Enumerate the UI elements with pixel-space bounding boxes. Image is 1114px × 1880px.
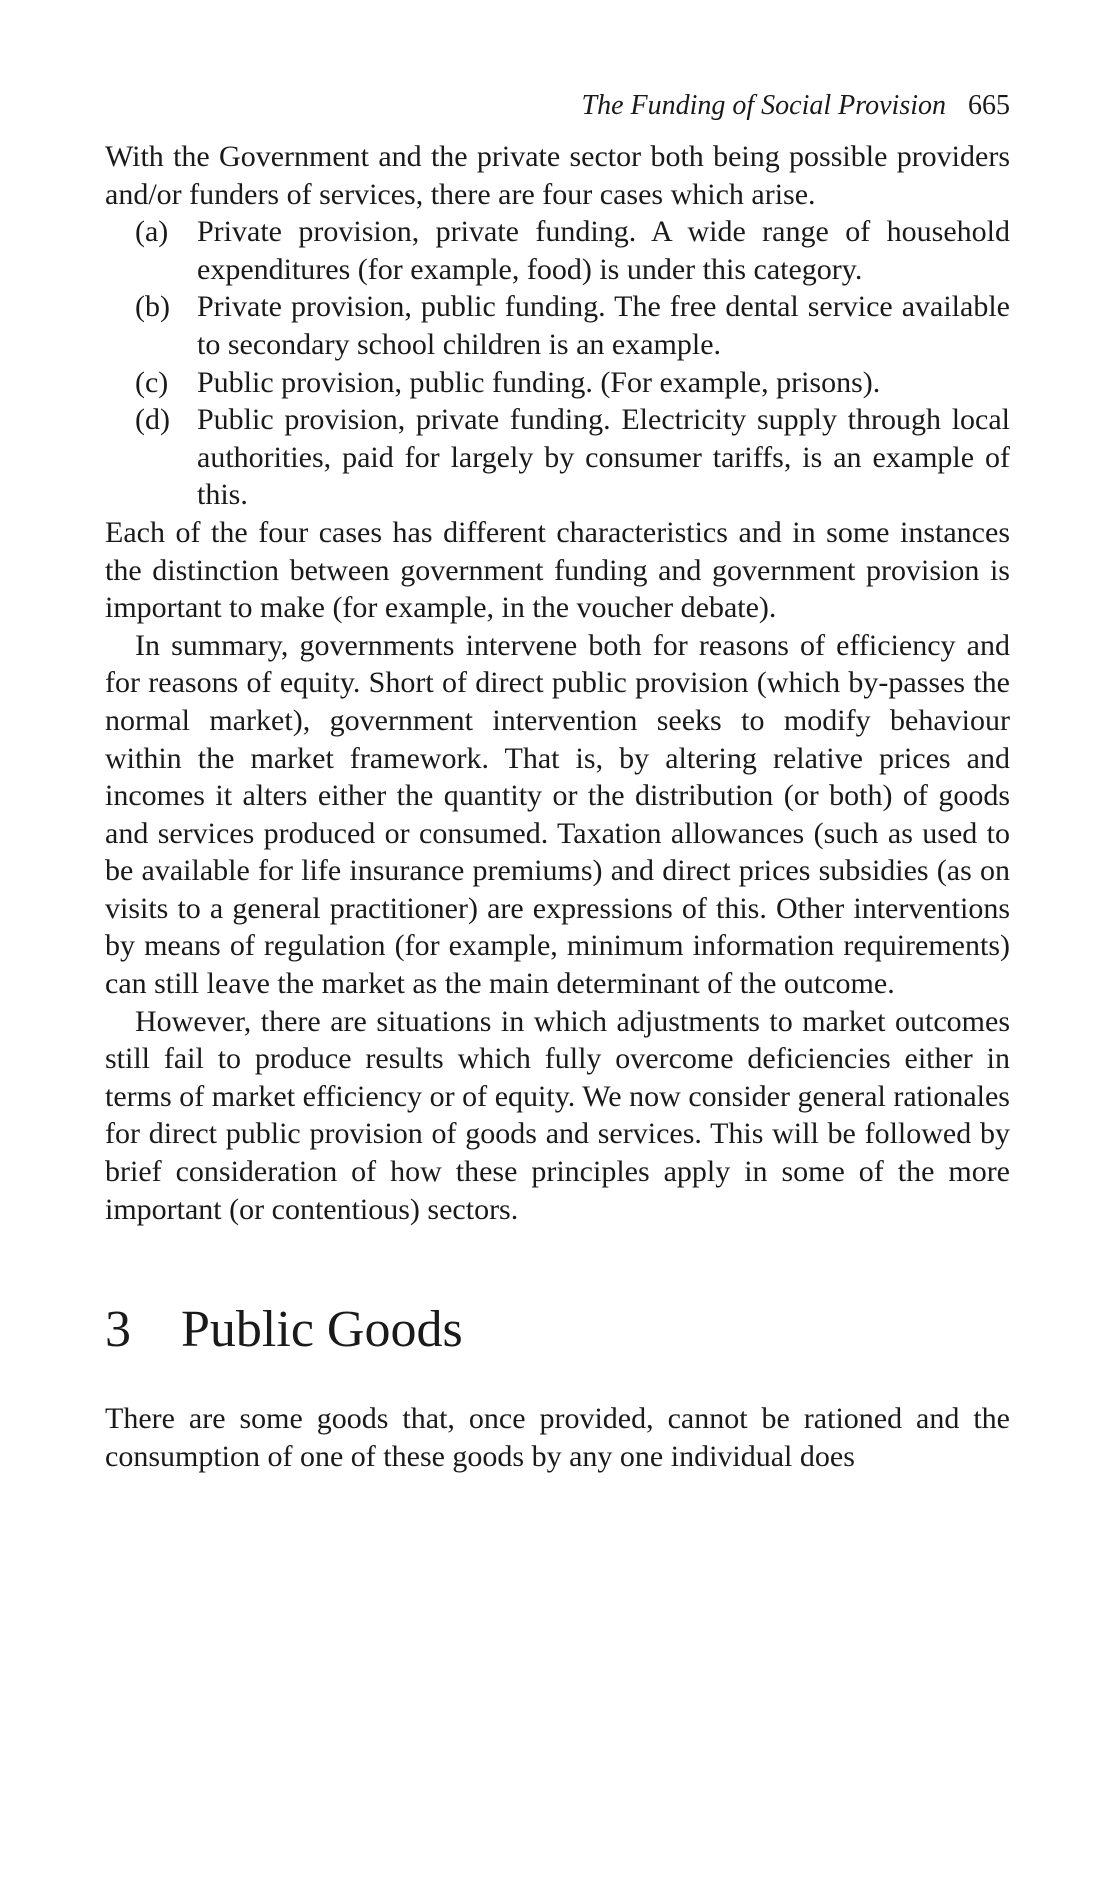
list-marker: (c) — [135, 365, 169, 399]
list-item-text: Public provision, private funding. Electricity supply through local authorities, paid for largely by consumer tariffs, is an example of this. — [197, 403, 1010, 512]
list-item — [105, 288, 1010, 363]
cases-list — [105, 213, 1010, 514]
section-paragraph: There are some goods that, once provided, cannot be rationed and the consumption of one of these goods by any one individual does — [105, 1402, 1010, 1473]
running-head — [105, 86, 1010, 126]
body-paragraph: In summary, governments intervene both for reasons of efficiency and for reasons of equity. Short of direct public provision (which by-passes the normal market), government intervention seeks to modify behaviour within the market framework. That is, by altering relative prices and incomes it alters either the quantity or the distribution (or both) of goods and services produced or consumed. Taxation allowances (such as used to be available for life insurance premiums) and direct prices subsidies (as on visits to a general practitioner) are expressions of this. Other interventions by means of regulation (for example, minimum information requirements) can still leave the market as the main determinant of the outcome. — [105, 628, 1010, 1001]
list-item-text: Private provision, private funding. A wide range of household expenditures (for example, food) is under this category. — [197, 215, 1010, 286]
section-heading — [105, 1300, 1010, 1360]
intro-paragraph: With the Government and the private sector both being possible providers and/or funders of services, there are four cases which arise. — [105, 140, 1010, 211]
section-number: 3 — [105, 1301, 131, 1359]
list-item — [105, 213, 1010, 288]
list-marker: (b) — [135, 290, 170, 324]
page-number: 665 — [968, 90, 1010, 121]
list-item-text: Private provision, public funding. The free dental service available to secondary school children is an example. — [197, 290, 1010, 361]
list-marker: (d) — [135, 403, 170, 437]
list-item — [105, 364, 1010, 402]
running-head-title: The Funding of Social Provision — [581, 90, 946, 121]
list-marker: (a) — [135, 215, 169, 249]
list-item — [105, 401, 1010, 514]
body-paragraph: Each of the four cases has different characteristics and in some instances the distinction between government funding and government provision is important to make (for example, in the voucher debate). — [105, 515, 1010, 625]
book-page — [105, 86, 1010, 1475]
list-item-text: Public provision, public funding. (For example, prisons). — [197, 365, 881, 399]
body-paragraph: However, there are situations in which adjustments to market outcomes still fail to produce results which fully overcome deficiencies either in terms of market efficiency or of equity. We now consider general rationales for direct public provision of goods and services. This will be followed by brief consideration of how these principles apply in some of the more important (or contentious) sectors. — [105, 1004, 1010, 1226]
section-title: Public Goods — [181, 1301, 463, 1359]
